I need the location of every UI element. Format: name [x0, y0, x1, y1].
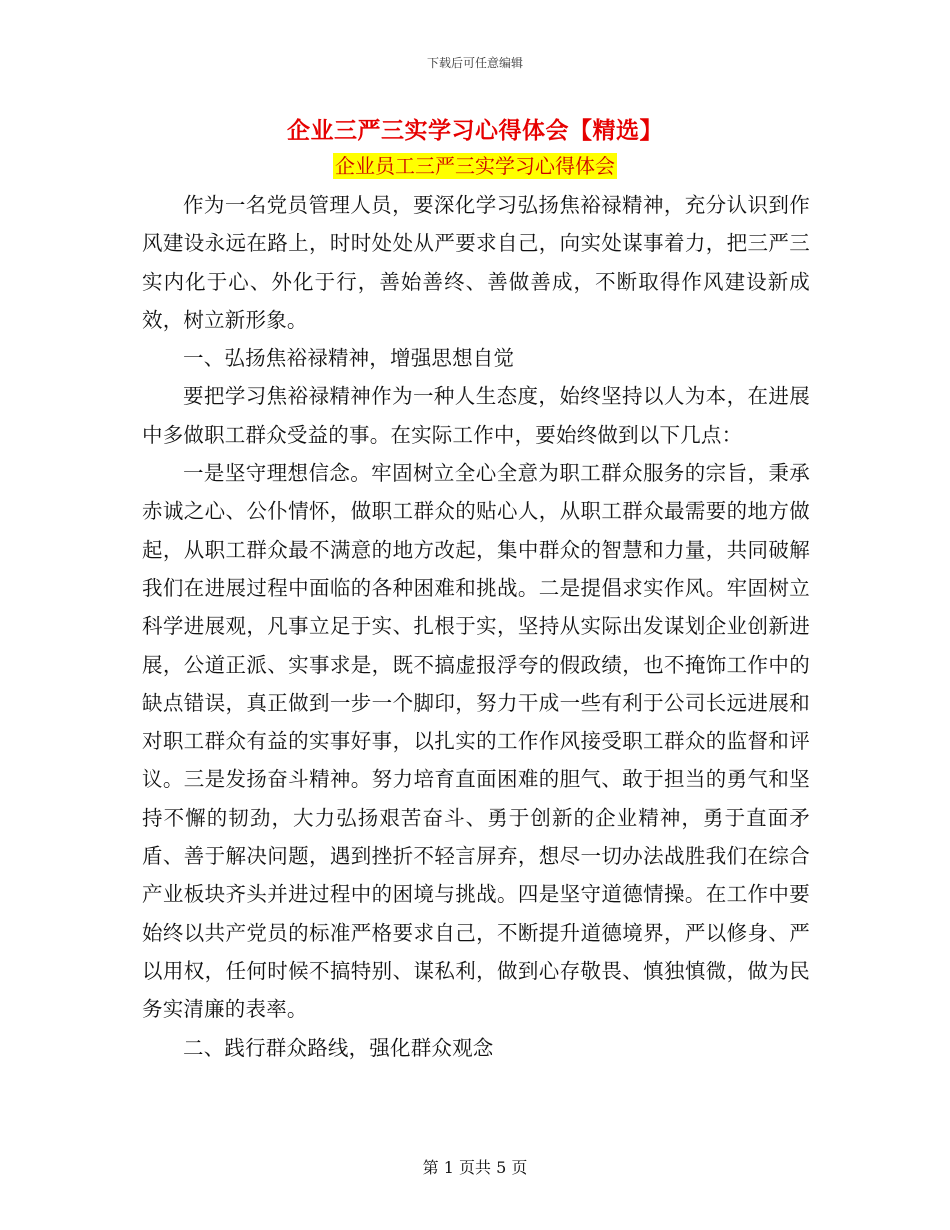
document-title: 企业三严三实学习心得体会【精选】: [287, 117, 663, 144]
paragraph-section-1-points: 一是坚守理想信念。牢固树立全心全意为职工群众服务的宗旨，秉承赤诚之心、公仆情怀，做职工群众的贴心人，从职工群众最需要的地方做起，从职工群众最不满意的地方改起，集中群众的智慧和力量，共同破解我们在进展过程中面临的各种困难和挑战。二是提倡求实作风。牢固树立科学进展观，凡事立足于实、扎根于实，坚持从实际出发谋划企业创新进展，公道正派、实事求是，既不搞虚报浮夸的假政绩，也不掩饰工作中的缺点错误，真正做到一步一个脚印，努力干成一些有利于公司长远进展和对职工群众有益的实事好事，以扎实的工作作风接受职工群众的监督和评议。三是发扬奋斗精神。努力培育直面困难的胆气、敢于担当的勇气和坚持不懈的韧劲，大力弘扬艰苦奋斗、勇于创新的企业精神，勇于直面矛盾、善于解决问题，遇到挫折不轻言屏弃，想尽一切办法战胜我们在综合产业板块齐头并进过程中的困境与挑战。四是坚守道德情操。在工作中要始终以共产党员的标准严格要求自己，不断提升道德境界，严以修身、严以用权，任何时候不搞特别、谋私利，做到心存敬畏、慎独慎微，做为民务实清廉的表率。: [142, 461, 810, 1022]
section-heading-1: 一、弘扬焦裕禄精神，增强思想自觉: [183, 346, 515, 371]
page-number: 第 1 页共 5 页: [422, 1158, 528, 1177]
page-header: 下载后可任意编辑: [426, 56, 523, 70]
paragraph-section-1-lead: 要把学习焦裕禄精神作为一种人生态度，始终坚持以人为本，在进展中多做职工群众受益的事。在实际工作中，要始终做到以下几点：: [142, 384, 810, 447]
paragraph-intro: 作为一名党员管理人员，要深化学习弘扬焦裕禄精神，充分认识到作风建设永远在路上，时时处处从严要求自己，向实处谋事着力，把三严三实内化于心、外化于行，善始善终、善做善成，不断取得作风建设新成效，树立新形象。: [142, 193, 810, 332]
subtitle-container: [0, 153, 950, 179]
document-subtitle: 企业员工三严三实学习心得体会: [335, 154, 615, 178]
section-heading-2: 二、践行群众路线，强化群众观念: [183, 1035, 494, 1060]
document-body: [142, 186, 810, 1067]
